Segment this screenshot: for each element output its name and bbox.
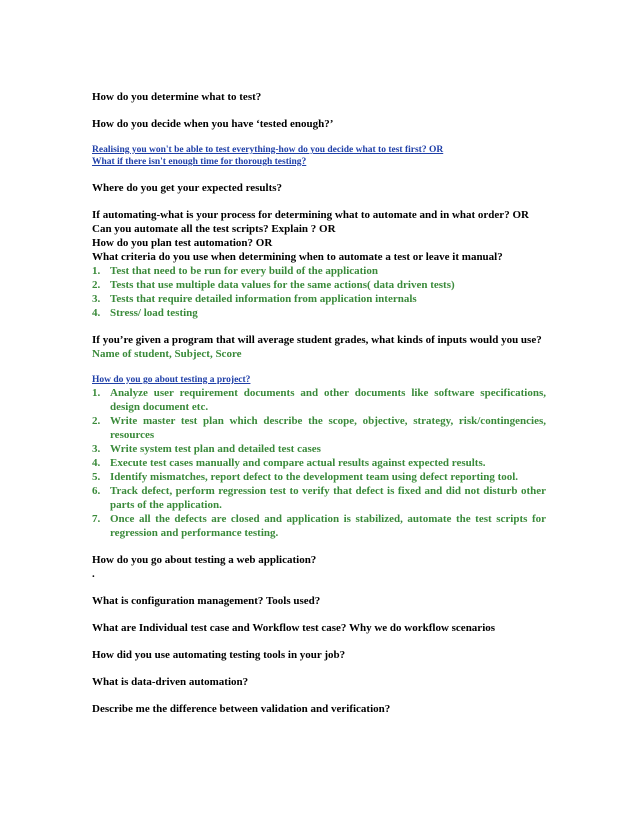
question-plan-automation: How do you plan test automation? OR <box>92 237 273 249</box>
question-data-driven: What is data-driven automation? <box>92 676 249 688</box>
list-item: 5. Identify mismatches, report defect to the development team using defect reporting tool. <box>92 471 519 483</box>
question-automate-all: Can you automate all the test scripts? Explain ? OR <box>92 223 336 235</box>
list-item: 4. Execute test cases manually and compare actual results against expected results. <box>92 457 486 469</box>
question-web-application: How do you go about testing a web application? <box>92 554 317 566</box>
answer-student-grades: Name of student, Subject, Score <box>92 348 242 360</box>
list-item: 3. Write system test plan and detailed test cases <box>92 443 321 455</box>
testing-project-steps-list <box>92 386 546 540</box>
link-testing-project[interactable]: How do you go about testing a project? <box>92 375 251 385</box>
list-item: 6. Track defect, perform regression test to verify that defect is fixed and did not disturb other parts of the application. <box>92 485 546 511</box>
question-automation-process: If automating-what is your process for determining what to automate and in what order? OR <box>92 209 529 221</box>
question-automation-criteria: What criteria do you use when determining when to automate a test or leave it manual? <box>92 251 503 263</box>
list-item: 2. Write master test plan which describe the scope, objective, strategy, risk/contingencies, resources <box>92 415 546 441</box>
question-student-grades: If you’re given a program that will average student grades, what kinds of inputs would you use? <box>92 334 542 346</box>
question-automation-tools-job: How did you use automating testing tools in your job? <box>92 649 346 661</box>
list-item: 3. Tests that require detailed information from application internals <box>92 293 417 305</box>
link-what-to-test-first[interactable]: Realising you won't be able to test everything-how do you decide what to test first? OR <box>92 145 444 155</box>
list-item: 2. Tests that use multiple data values for the same actions( data driven tests) <box>92 279 455 291</box>
question-workflow-test-case: What are Individual test case and Workflow test case? Why we do workflow scenarios <box>92 622 496 634</box>
question-tested-enough: How do you decide when you have ‘tested enough?’ <box>92 118 334 130</box>
link-not-enough-time[interactable]: What if there isn't enough time for thorough testing? <box>92 157 307 167</box>
list-item: 4. Stress/ load testing <box>92 307 198 319</box>
stray-dot: . <box>92 568 95 580</box>
list-item: 1. Test that need to be run for every build of the application <box>92 265 378 277</box>
question-what-to-test: How do you determine what to test? <box>92 91 262 103</box>
list-item: 7. Once all the defects are closed and application is stabilized, automate the test scripts for regression and performance testing. <box>92 513 546 539</box>
document-content <box>92 90 546 729</box>
question-validation-verification: Describe me the difference between validation and verification? <box>92 703 391 715</box>
automation-criteria-list <box>92 264 546 320</box>
list-item: 1. Analyze user requirement documents and other documents like software specifications, design document etc. <box>92 387 546 413</box>
question-configuration-management: What is configuration management? Tools used? <box>92 595 321 607</box>
question-expected-results: Where do you get your expected results? <box>92 182 283 194</box>
